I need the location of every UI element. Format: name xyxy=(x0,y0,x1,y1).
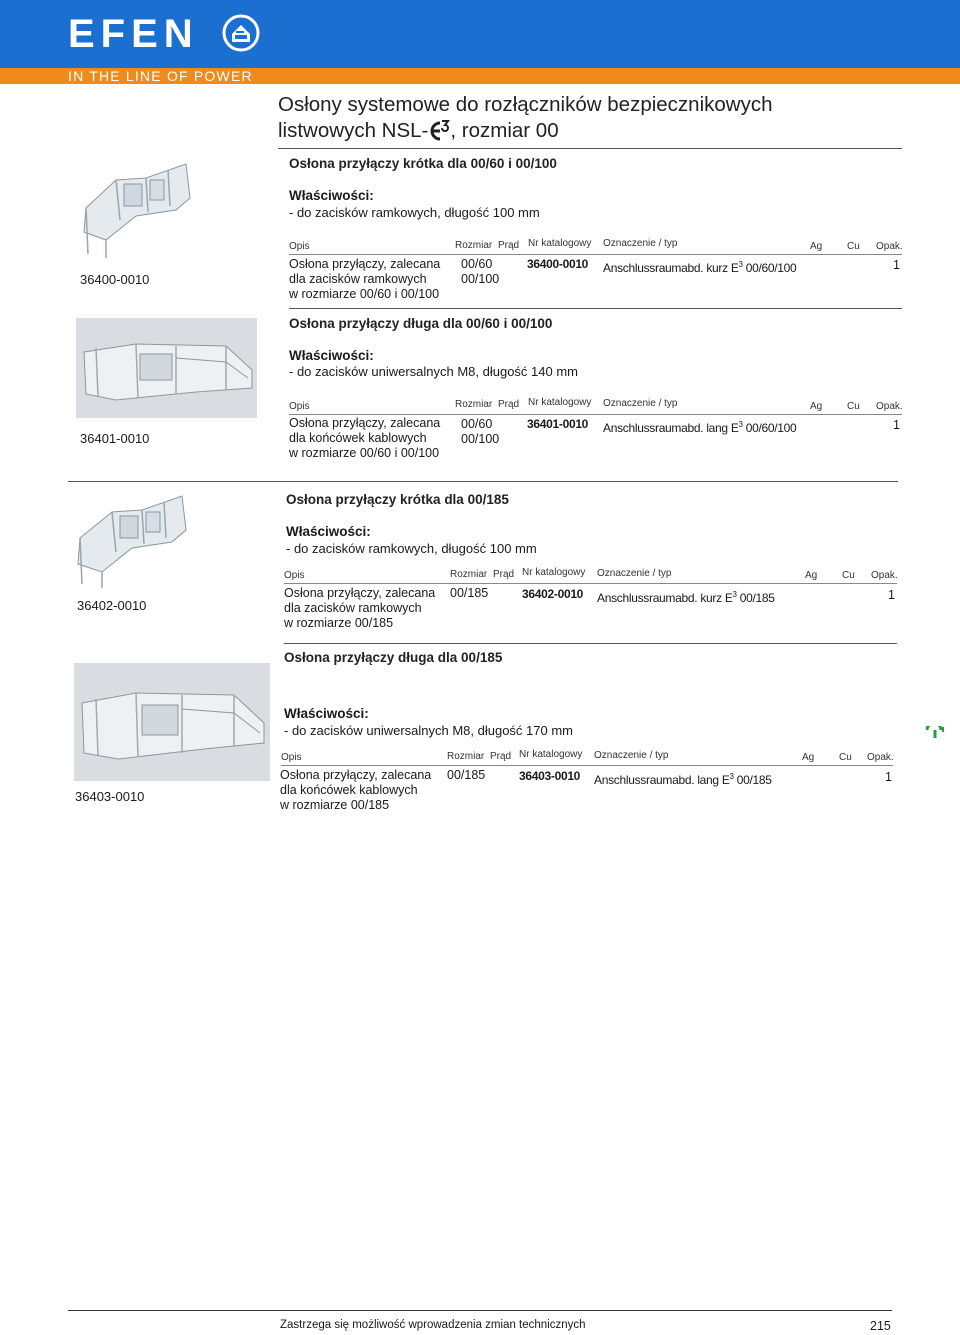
col-header-ag: Ag xyxy=(802,752,815,763)
designation-suffix: 00/185 xyxy=(733,773,772,787)
designation-suffix: 00/60/100 xyxy=(742,261,797,275)
designation xyxy=(597,587,775,606)
col-header-cu: Cu xyxy=(847,241,860,252)
col-header-nr: Nr katalogowy xyxy=(528,397,592,408)
col-header-ag: Ag xyxy=(805,570,818,581)
description-line: Osłona przyłączy, zalecana xyxy=(280,768,432,782)
designation-sup: 3 xyxy=(729,772,734,781)
col-header-ag: Ag xyxy=(810,241,823,252)
description-line: Osłona przyłączy, zalecana xyxy=(289,416,441,430)
package-qty: 1 xyxy=(888,588,895,602)
brand-header xyxy=(0,0,960,68)
properties-text: - do zacisków ramkowych, długość 100 mm xyxy=(289,205,540,220)
page-title xyxy=(278,92,772,144)
size-values xyxy=(450,586,488,601)
designation-text: Anschlussraumabd. kurz E xyxy=(603,261,739,275)
description xyxy=(284,586,435,631)
properties-heading: Właściwości: xyxy=(284,706,369,721)
properties-heading: Właściwości: xyxy=(289,188,374,203)
col-header-opis: Opis xyxy=(289,241,310,252)
designation xyxy=(603,417,796,436)
properties-text: - do zacisków uniwersalnych M8, długość 170 mm xyxy=(284,723,574,738)
size-values xyxy=(461,257,499,287)
size-value: 00/60 xyxy=(461,257,493,271)
catalog-number: 36400-0010 xyxy=(527,257,589,271)
col-header-opak: Opak. xyxy=(876,241,903,252)
col-header-prad: Prąd xyxy=(493,569,515,580)
column-header-rule xyxy=(289,414,902,415)
col-header-ozn: Oznaczenie / typ xyxy=(603,238,678,249)
package-qty: 1 xyxy=(893,418,900,432)
footer-rule xyxy=(68,1310,892,1311)
page-number: 215 xyxy=(870,1319,891,1333)
designation-suffix: 00/185 xyxy=(736,591,775,605)
description xyxy=(280,768,431,813)
column-header-rule xyxy=(289,254,902,255)
column-header-rule xyxy=(281,765,893,766)
size-value: 00/100 xyxy=(461,272,500,286)
product-image-short-cover xyxy=(72,488,188,592)
description-line: w rozmiarze 00/60 i 00/100 xyxy=(289,446,440,460)
size-values xyxy=(461,417,499,447)
col-header-ozn: Oznaczenie / typ xyxy=(594,750,669,761)
designation-sup: 3 xyxy=(732,590,737,599)
designation-sup: 3 xyxy=(738,420,743,429)
col-header-prad: Prąd xyxy=(498,399,520,410)
properties-text: - do zacisków ramkowych, długość 100 mm xyxy=(286,541,537,556)
efen-logo-icon xyxy=(222,14,260,52)
e3-logo-icon xyxy=(428,119,450,141)
size-value: 00/100 xyxy=(461,432,500,446)
col-header-nr: Nr katalogowy xyxy=(528,238,592,249)
page-title-line1: Osłony systemowe do rozłączników bezpiecznikowych xyxy=(278,93,773,116)
description-line: dla końcówek kablowych xyxy=(280,783,418,797)
product-image-long-cover xyxy=(76,318,257,418)
properties-text: - do zacisków uniwersalnych M8, długość 140 mm xyxy=(289,364,579,379)
col-header-prad: Prąd xyxy=(490,751,512,762)
designation-text: Anschlussraumabd. lang E xyxy=(594,773,730,787)
designation-text: Anschlussraumabd. kurz E xyxy=(597,591,733,605)
col-header-ozn: Oznaczenie / typ xyxy=(603,398,678,409)
col-header-cu: Cu xyxy=(847,401,860,412)
description-line: dla końcówek kablowych xyxy=(289,431,427,445)
title-divider xyxy=(278,148,902,149)
col-header-nr: Nr katalogowy xyxy=(522,567,586,578)
designation-text: Anschlussraumabd. lang E xyxy=(603,421,739,435)
section-title: Osłona przyłączy długa dla 00/185 xyxy=(284,650,503,665)
section-title: Osłona przyłączy krótka dla 00/60 i 00/100 xyxy=(289,156,557,171)
section-divider xyxy=(289,308,902,309)
col-header-ag: Ag xyxy=(810,401,823,412)
page-title-line2 xyxy=(278,118,772,144)
product-image-long-cover xyxy=(74,663,270,781)
catalog-number: 36401-0010 xyxy=(527,417,589,431)
page-title-prefix: listwowych NSL- xyxy=(278,119,429,142)
product-image-short-cover xyxy=(76,150,192,266)
size-values xyxy=(447,768,485,783)
col-header-opak: Opak. xyxy=(876,401,903,412)
catalog-number: 36402-0010 xyxy=(522,587,584,601)
size-value: 00/185 xyxy=(450,586,489,600)
package-qty: 1 xyxy=(893,258,900,272)
description-line: w rozmiarze 00/185 xyxy=(284,616,394,630)
catalog-number: 36403-0010 xyxy=(519,769,581,783)
size-value: 00/60 xyxy=(461,417,493,431)
col-header-ozn: Oznaczenie / typ xyxy=(597,568,672,579)
designation xyxy=(594,769,772,788)
designation-suffix: 00/60/100 xyxy=(742,421,797,435)
section-title: Osłona przyłączy długa dla 00/60 i 00/100 xyxy=(289,316,553,331)
brand-logo-text: EFEN xyxy=(68,12,199,56)
designation xyxy=(603,257,796,276)
col-header-rozmiar: Rozmiar xyxy=(450,569,488,580)
col-header-prad: Prąd xyxy=(498,240,520,251)
product-id: 36401-0010 xyxy=(80,431,150,446)
col-header-cu: Cu xyxy=(839,752,852,763)
section-divider xyxy=(68,481,898,482)
col-header-cu: Cu xyxy=(842,570,855,581)
col-header-opis: Opis xyxy=(289,401,310,412)
col-header-nr: Nr katalogowy xyxy=(519,749,583,760)
description-line: w rozmiarze 00/185 xyxy=(280,798,390,812)
e3-side-logo-icon xyxy=(926,726,944,746)
product-id: 36403-0010 xyxy=(75,789,145,804)
description-line: Osłona przyłączy, zalecana xyxy=(284,586,436,600)
column-header-rule xyxy=(284,583,897,584)
description xyxy=(289,257,440,302)
section-title: Osłona przyłączy krótka dla 00/185 xyxy=(286,492,509,507)
description-line: dla zacisków ramkowych xyxy=(289,272,427,286)
description xyxy=(289,416,440,461)
description-line: w rozmiarze 00/60 i 00/100 xyxy=(289,287,440,301)
size-value: 00/185 xyxy=(447,768,486,782)
tagline: IN THE LINE OF POWER xyxy=(68,68,253,84)
col-header-opis: Opis xyxy=(284,570,305,581)
designation-sup: 3 xyxy=(738,260,743,269)
col-header-rozmiar: Rozmiar xyxy=(455,399,493,410)
col-header-rozmiar: Rozmiar xyxy=(455,240,493,251)
section-divider xyxy=(284,643,897,644)
properties-heading: Właściwości: xyxy=(286,524,371,539)
product-id: 36402-0010 xyxy=(77,598,147,613)
col-header-opis: Opis xyxy=(281,752,302,763)
description-line: dla zacisków ramkowych xyxy=(284,601,422,615)
col-header-opak: Opak. xyxy=(871,570,898,581)
col-header-opak: Opak. xyxy=(867,752,894,763)
properties-heading: Właściwości: xyxy=(289,348,374,363)
description-line: Osłona przyłączy, zalecana xyxy=(289,257,441,271)
footer-note: Zastrzega się możliwość wprowadzenia zmian technicznych xyxy=(280,1319,586,1331)
page-title-suffix: , rozmiar 00 xyxy=(450,119,559,142)
product-id: 36400-0010 xyxy=(80,272,150,287)
col-header-rozmiar: Rozmiar xyxy=(447,751,485,762)
package-qty: 1 xyxy=(885,770,892,784)
